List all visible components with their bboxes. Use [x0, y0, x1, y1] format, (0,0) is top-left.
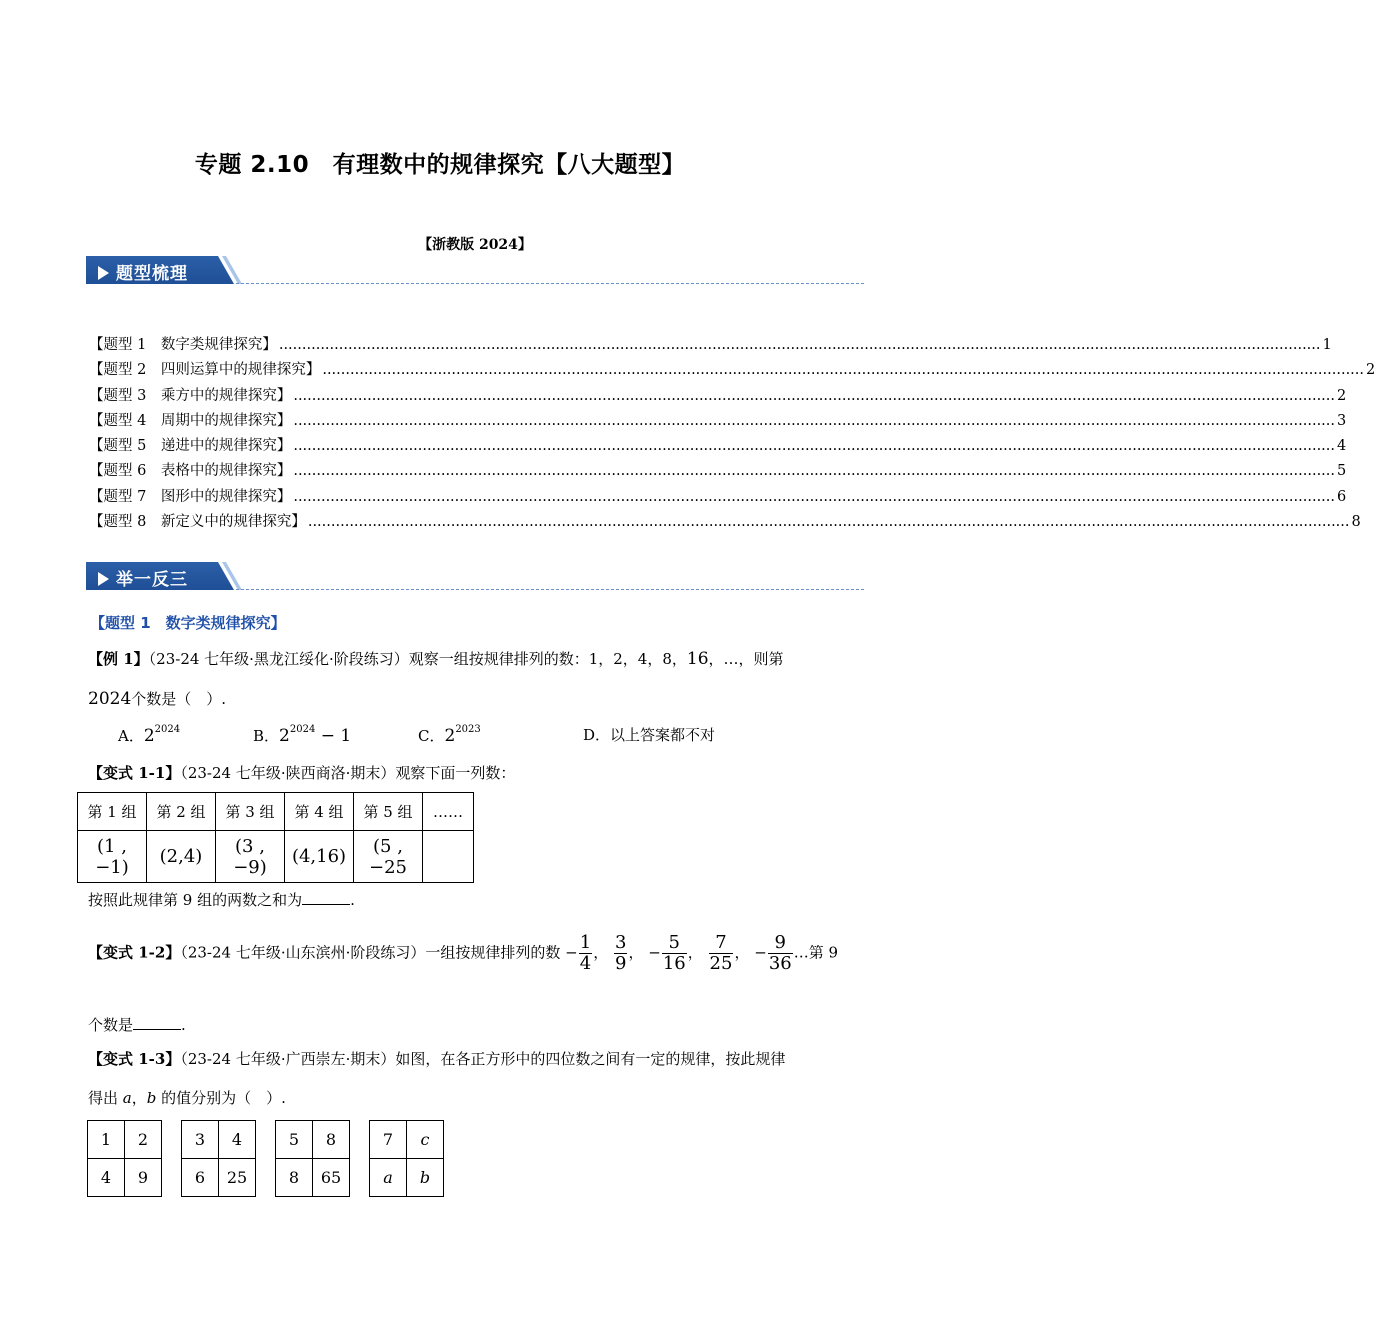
play-triangle-icon — [98, 572, 109, 586]
option-b[interactable]: B．$2^{2024} - 1$ — [253, 724, 352, 746]
example-1-text: 【例 1】（23-24 七年级·黑龙江绥化·阶段练习）观察一组按规律排列的数：1，2，4，8，16，…，则第 — [88, 649, 784, 669]
fraction: $\frac{5}{16}$ — [662, 932, 686, 974]
banner-toc-label: 题型梳理 — [116, 264, 188, 284]
table-cell: (1 , −1) — [78, 831, 147, 883]
variant-1-2-question: 个数是 . — [88, 1016, 186, 1034]
table-header: 第 3 组 — [216, 793, 285, 831]
grid-cell: 2 — [125, 1121, 162, 1159]
table-cell: (4,16) — [285, 831, 354, 883]
grid-cell: 8 — [313, 1121, 350, 1159]
grid-cell: 9 — [125, 1159, 162, 1197]
grid-cell: 7 — [370, 1121, 407, 1159]
toc-item[interactable]: 【题型 5 递进中的规律探究】 .................................................................................................................................................................................................................................. 4 — [89, 438, 1347, 455]
banner-toc — [86, 256, 864, 286]
square-grid-1 — [87, 1120, 162, 1197]
square-grid-2 — [181, 1120, 256, 1197]
edition-label: 【浙教版 2024】 — [418, 237, 532, 253]
toc-item[interactable]: 【题型 4 周期中的规律探究】 .................................................................................................................................................................................................................................. 3 — [89, 412, 1347, 429]
table-cell: (3 , −9) — [216, 831, 285, 883]
grid-cell: 1 — [88, 1121, 125, 1159]
table-cell: (2,4) — [147, 831, 216, 883]
grid-cell: c — [407, 1121, 444, 1159]
option-a[interactable]: A．$2^{2024}$ — [118, 724, 181, 746]
toc-item[interactable]: 【题型 3 乘方中的规律探究】 .................................................................................................................................................................................................................................. 2 — [89, 387, 1347, 404]
variant-1-2-text: 【变式 1-2】（23-24 七年级·山东滨州·阶段练习）一组按规律排列的数 − $\frac{1}{4}$ ， $\frac{3}{9}$ ， − $\frac{5}{16}$ ， $\frac{7}{25}$ ， − $\frac{9}{36}$ …第 9 — [88, 932, 839, 974]
example-1-line2: 2024个数是（ ）. — [88, 689, 227, 709]
table-header: 第 5 组 — [354, 793, 423, 831]
play-triangle-icon — [98, 266, 109, 280]
variant-1-3-line2: 得出 a，b 的值分别为（ ）. — [88, 1089, 286, 1107]
grid-cell: 25 — [219, 1159, 256, 1197]
banner-examples — [86, 562, 864, 592]
banner-examples-label: 举一反三 — [116, 570, 188, 590]
fraction: $\frac{1}{4}$ — [579, 932, 592, 974]
option-c[interactable]: C．$2^{2023}$ — [418, 724, 481, 746]
variant-1-3-text: 【变式 1-3】（23-24 七年级·广西崇左·期末）如图，在各正方形中的四位数之间有一定的规律，按此规律 — [88, 1050, 786, 1068]
grid-cell: 8 — [276, 1159, 313, 1197]
table-cell: (5 , −25 — [354, 831, 423, 883]
grid-cell: 65 — [313, 1159, 350, 1197]
grid-cell: 3 — [182, 1121, 219, 1159]
section-heading: 【题型 1 数字类规律探究】 — [90, 614, 286, 632]
toc-item[interactable]: 【题型 6 表格中的规律探究】 .................................................................................................................................................................................................................................. 5 — [89, 463, 1347, 480]
fraction: $\frac{9}{36}$ — [768, 932, 792, 974]
grid-cell: 6 — [182, 1159, 219, 1197]
grid-cell: a — [370, 1159, 407, 1197]
table-cell — [423, 831, 474, 883]
toc-item[interactable]: 【题型 7 图形中的规律探究】 .................................................................................................................................................................................................................................. 6 — [89, 488, 1347, 505]
toc-item[interactable]: 【题型 2 四则运算中的规律探究】 .................................................................................................................................................................................................................................. 2 — [89, 362, 1375, 379]
page-title: 专题 2.10 有理数中的规律探究【八大题型】 — [194, 152, 686, 178]
toc-item[interactable]: 【题型 1 数字类规律探究】 .................................................................................................................................................................................................................................. 1 — [89, 337, 1332, 353]
table-header: 第 2 组 — [147, 793, 216, 831]
fraction: $\frac{3}{9}$ — [615, 932, 627, 974]
square-grid-4 — [369, 1120, 444, 1197]
grid-cell: 4 — [88, 1159, 125, 1197]
table-header: …… — [423, 793, 474, 831]
variant-1-1-text: 【变式 1-1】（23-24 七年级·陕西商洛·期末）观察下面一列数： — [88, 764, 516, 782]
variant-1-1-question: 按照此规律第 9 组的两数之和为 . — [88, 891, 355, 909]
square-grid-3 — [275, 1120, 350, 1197]
grid-cell: b — [407, 1159, 444, 1197]
groups-table — [77, 792, 474, 883]
table-of-contents — [89, 333, 1375, 535]
grid-cell: 4 — [219, 1121, 256, 1159]
answer-blank[interactable] — [133, 1015, 181, 1030]
grid-cell: 5 — [276, 1121, 313, 1159]
answer-blank[interactable] — [302, 890, 350, 905]
option-d[interactable]: D．以上答案都不对 — [583, 726, 716, 744]
toc-item[interactable]: 【题型 8 新定义中的规律探究】 .................................................................................................................................................................................................................................. 8 — [89, 514, 1361, 531]
fraction: $\frac{7}{25}$ — [709, 932, 733, 974]
table-header: 第 4 组 — [285, 793, 354, 831]
table-header: 第 1 组 — [78, 793, 147, 831]
